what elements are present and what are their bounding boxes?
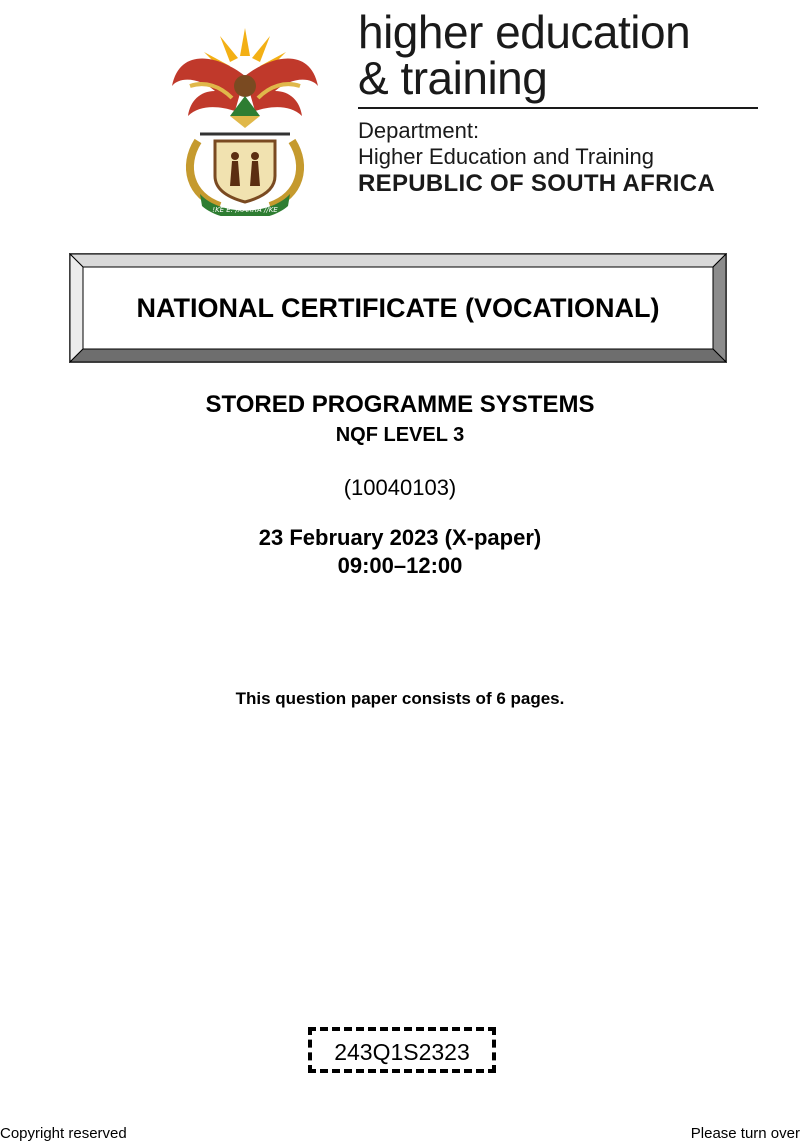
exam-time: 09:00–12:00 (337, 553, 463, 578)
copyright-notice: Copyright reserved (0, 1125, 127, 1142)
nqf-level: NQF LEVEL 3 (335, 424, 465, 446)
department-label: Department: (358, 118, 480, 143)
certificate-title: NATIONAL CERTIFICATE (VOCATIONAL) (136, 293, 660, 323)
subject-title: STORED PROGRAMME SYSTEMS (205, 391, 595, 418)
brand-line-1: higher education (358, 6, 691, 58)
subject-code: (10040103) (343, 475, 457, 500)
page-count-note: This question paper consists of 6 pages. (235, 689, 565, 708)
svg-text:!KE E: /XARRA //KE: !KE E: /XARRA //KE (212, 206, 278, 214)
coat-of-arms-logo (160, 16, 330, 216)
brand-divider (358, 107, 758, 109)
brand-line-2: & training (358, 52, 548, 104)
turn-over-notice: Please turn over (690, 1125, 800, 1142)
reference-code-box (308, 1027, 496, 1073)
certificate-title-box (69, 253, 727, 363)
reference-code: 243Q1S2323 (334, 1039, 470, 1065)
department-name: Higher Education and Training (358, 144, 654, 169)
department-country: REPUBLIC OF SOUTH AFRICA (358, 170, 715, 197)
exam-date: 23 February 2023 (X-paper) (258, 525, 542, 550)
